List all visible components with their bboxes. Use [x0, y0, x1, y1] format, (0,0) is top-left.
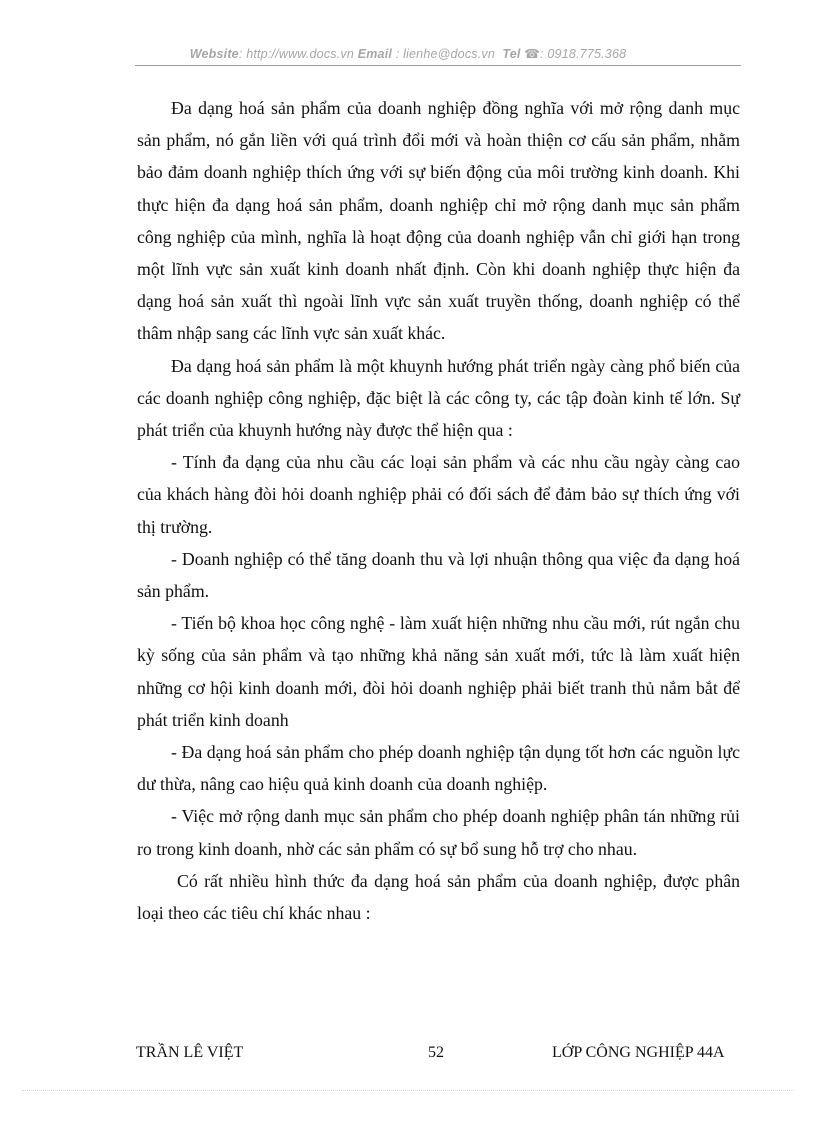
- website-value: : http://www.docs.vn: [238, 47, 355, 61]
- body-paragraph: Đa dạng hoá sản phẩm là một khuynh hướng phát triển ngày càng phổ biến của các doanh nghiệp công nghiệp, đặc biệt là các công ty, các tập đoàn kinh tế lớn. Sự phát triển của khuynh hướng này được thể hiện qua :: [137, 355, 740, 441]
- page-number: 52: [428, 1044, 444, 1061]
- body-paragraph: Đa dạng hoá sản phẩm của doanh nghiệp đồng nghĩa với mở rộng danh mục sản phẩm, nó gắn liền với quá trình đổi mới và hoàn thiện cơ cấu sản phẩm, nhằm bảo đảm doanh nghiệp thích ứng với sự biến động của môi trường kinh doanh. Khi thực hiện đa dạng hoá sản phẩm, doanh nghiệp chỉ mở rộng danh mục sản phẩm công nghiệp của mình, nghĩa là hoạt động của doanh nghiệp vẫn chỉ giới hạn trong một lĩnh vực sản xuất kinh doanh nhất định. Còn khi doanh nghiệp thực hiện đa dạng hoá sản xuất thì ngoài lĩnh vực sản xuất truyền thống, doanh nghiệp có thể thâm nhập sang các lĩnh vực sản xuất khác.: [137, 98, 740, 344]
- footer-class: LỚP CÔNG NGHIỆP 44A: [552, 1044, 725, 1061]
- bullet-paragraph: - Việc mở rộng danh mục sản phẩm cho phép doanh nghiệp phân tán những rủi ro trong kinh doanh, nhờ các sản phẩm có sự bổ sung hỗ trợ cho nhau.: [137, 806, 740, 859]
- phone-icon: ☎: [524, 47, 541, 61]
- document-body: [137, 92, 740, 929]
- header-divider: [135, 65, 741, 66]
- email-label: Email: [357, 47, 393, 61]
- page-header: [0, 46, 816, 61]
- bullet-paragraph: - Tính đa dạng của nhu cầu các loại sản phẩm và các nhu cầu ngày càng cao của khách hàng đòi hỏi doanh nghiệp phải có đối sách để đảm bảo sự thích ứng với thị trường.: [137, 452, 740, 537]
- bullet-paragraph: - Đa dạng hoá sản phẩm cho phép doanh nghiệp tận dụng tốt hơn các nguồn lực dư thừa, nâng cao hiệu quả kinh doanh của doanh nghiệp.: [137, 742, 740, 795]
- email-value: : lienhe@docs.vn: [392, 47, 496, 61]
- website-label: Website: [189, 47, 239, 61]
- footer-author: TRẦN LÊ VIỆT: [136, 1044, 244, 1061]
- bullet-paragraph: - Doanh nghiệp có thể tăng doanh thu và lợi nhuận thông qua việc đa dạng hoá sản phẩm.: [137, 548, 740, 602]
- tel-label: Tel: [502, 47, 521, 61]
- page-bottom-divider: [22, 1090, 794, 1091]
- tel-value: : 0918.775.368: [540, 47, 627, 61]
- bullet-paragraph: - Tiến bộ khoa học công nghệ - làm xuất hiện những nhu cầu mới, rút ngắn chu kỳ sống của sản phẩm và tạo những khả năng sản xuất mới, tức là làm xuất hiện những cơ hội kinh doanh mới, đòi hỏi doanh nghiệp phải biết tranh thủ nắm bắt để phát triển kinh doanh: [137, 613, 740, 730]
- body-paragraph: Có rất nhiều hình thức đa dạng hoá sản phẩm của doanh nghiệp, được phân loại theo các tiêu chí khác nhau :: [137, 870, 740, 924]
